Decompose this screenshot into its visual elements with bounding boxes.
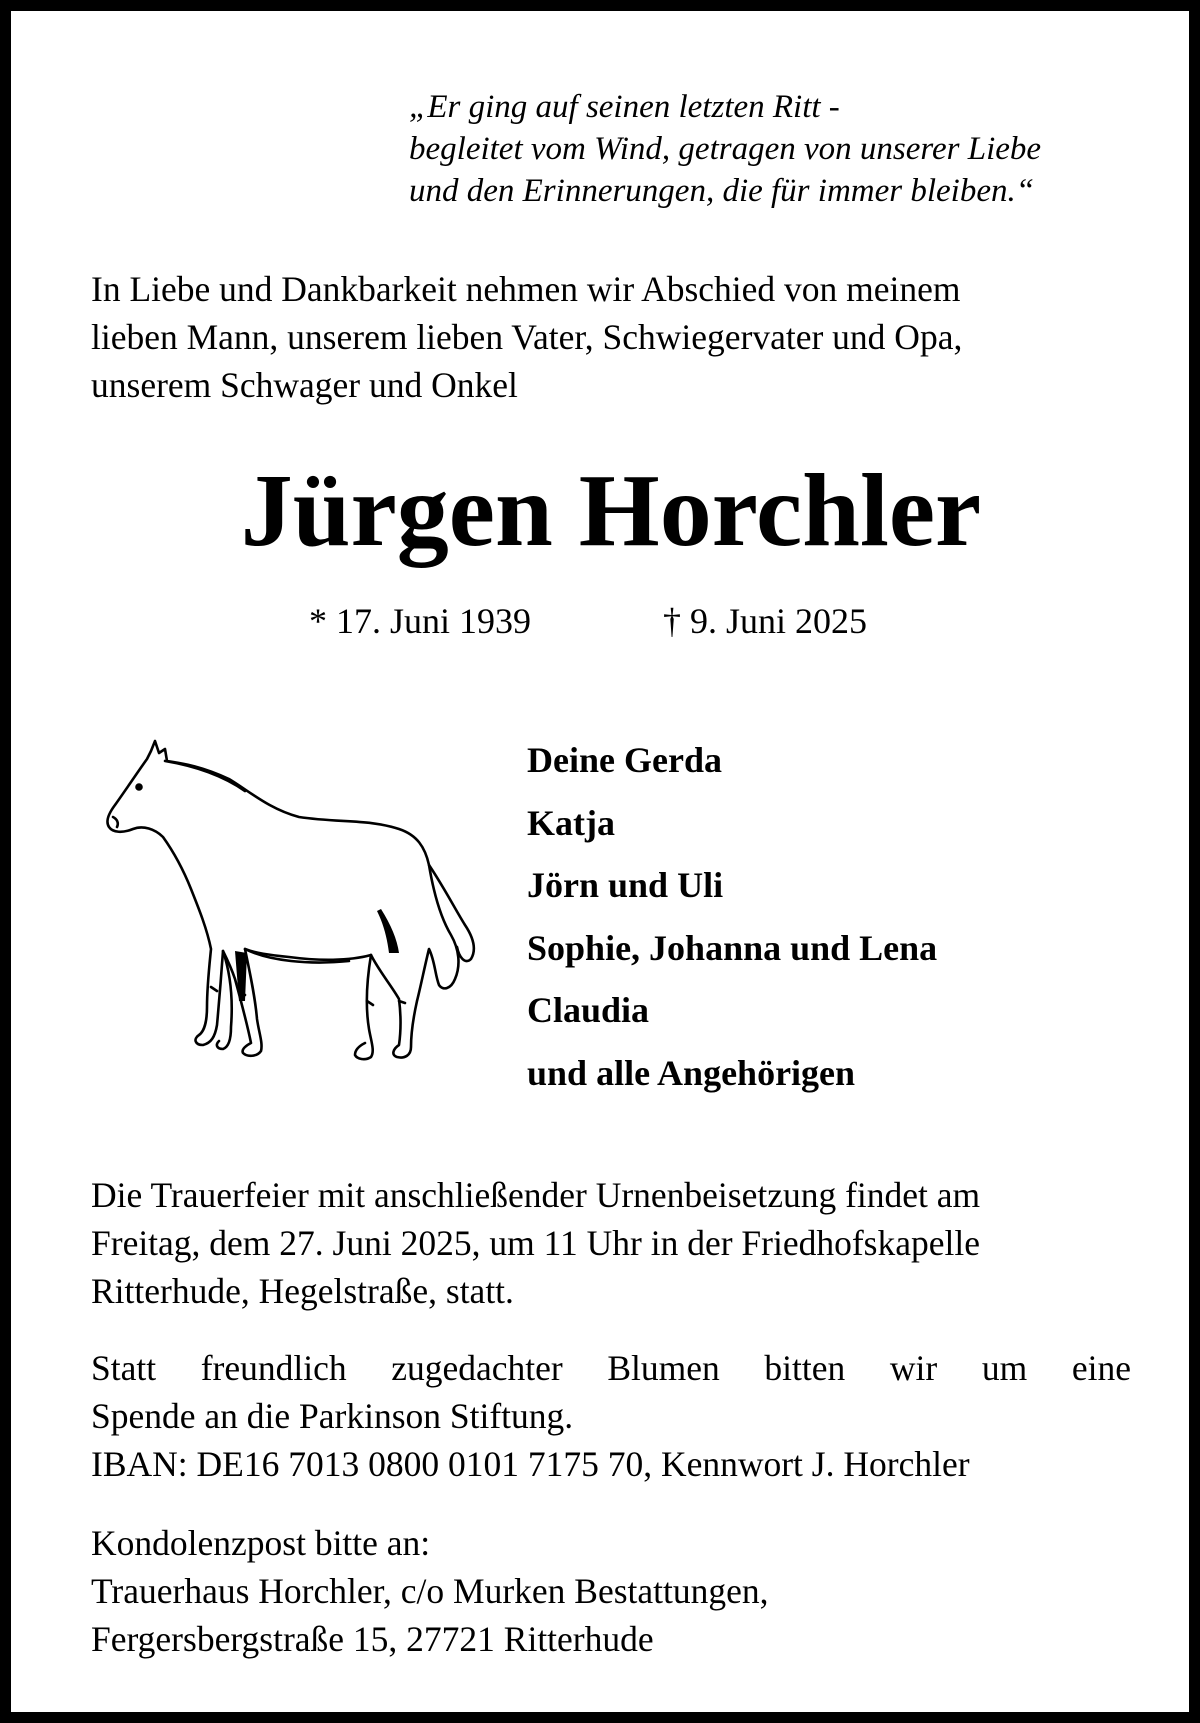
family-signatories (527, 729, 937, 1104)
quote-line: begleitet vom Wind, getragen von unserer Liebe (409, 131, 1042, 167)
deceased-name: Jürgen Horchler (240, 453, 982, 568)
donation-info (91, 1344, 1131, 1488)
quote-line: „Er ging auf seinen letzten Ritt - (409, 89, 840, 125)
condolence-line: Kondolenzpost bitte an: (91, 1523, 431, 1563)
family-member: Claudia (527, 990, 650, 1030)
family-member: Jörn und Uli (527, 865, 724, 905)
quote-line: und den Erinnerungen, die für immer bleiben.“ (409, 173, 1035, 209)
family-member: Sophie, Johanna und Lena (527, 927, 938, 968)
birth-date: * 17. Juni 1939 (309, 601, 532, 641)
horse-icon (99, 739, 479, 1079)
intro-line: unserem Schwager und Onkel (91, 365, 518, 405)
intro-line: In Liebe und Dankbarkeit nehmen wir Abschied von meinem (91, 269, 961, 309)
condolence-line: Fergersbergstraße 15, 27721 Ritterhude (91, 1619, 654, 1659)
donation-line: Spende an die Parkinson Stiftung. (91, 1396, 574, 1436)
death-date: † 9. Juni 2025 (663, 601, 868, 641)
family-member: und alle Angehörigen (527, 1052, 856, 1093)
memorial-quote (409, 86, 1041, 212)
condolence-line: Trauerhaus Horchler, c/o Murken Bestattungen, (91, 1571, 769, 1611)
condolence-address (91, 1519, 1131, 1663)
donation-line: Statt freundlich zugedachter Blumen bitten wir um eine (91, 1348, 1131, 1388)
intro-line: lieben Mann, unserem lieben Vater, Schwiegervater und Opa, (91, 317, 963, 357)
ceremony-line: Freitag, dem 27. Juni 2025, um 11 Uhr in der Friedhofskapelle (91, 1223, 980, 1263)
ceremony-line: Ritterhude, Hegelstraße, statt. (91, 1271, 514, 1311)
ceremony-line: Die Trauerfeier mit anschließender Urnenbeisetzung findet am (91, 1175, 981, 1215)
farewell-intro (91, 265, 1131, 409)
family-member: Deine Gerda (527, 740, 722, 780)
iban-line: IBAN: DE16 7013 0800 0101 7175 70, Kennwort J. Horchler (91, 1444, 970, 1484)
ceremony-info (91, 1171, 1131, 1315)
family-member: Katja (527, 802, 615, 843)
